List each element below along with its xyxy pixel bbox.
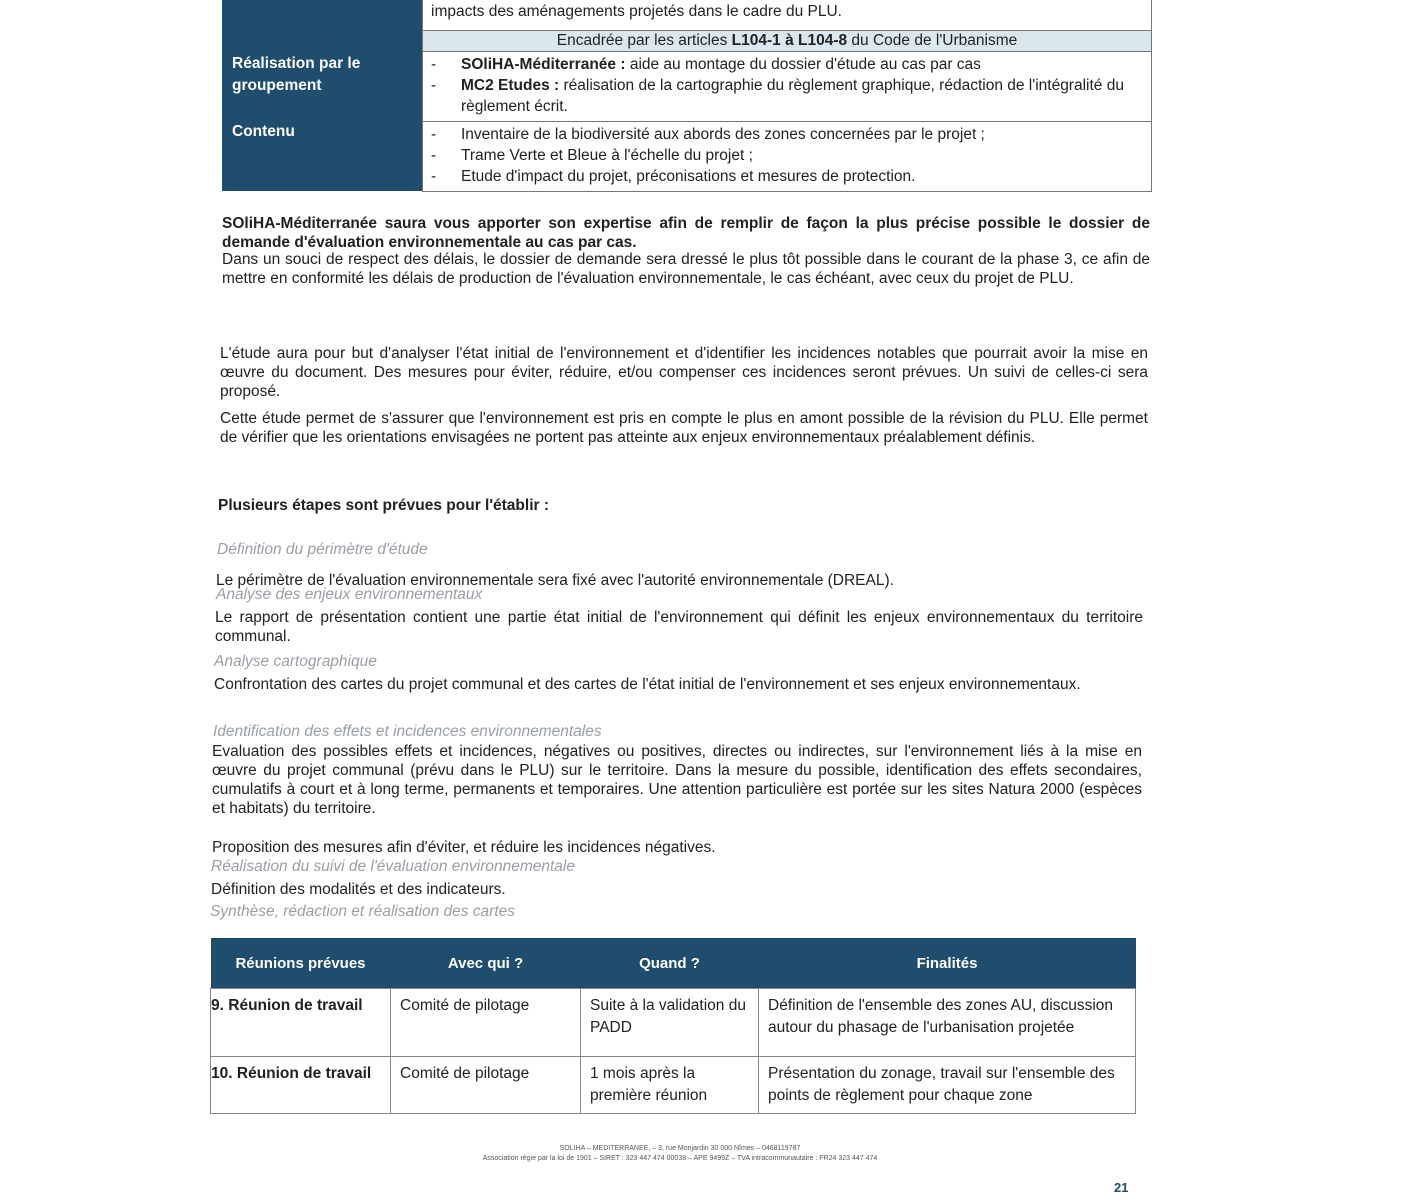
meeting-who: Comité de pilotage bbox=[391, 1057, 581, 1114]
step-text: Evaluation des possibles effets et incidences, négatives ou positives, directes ou indirectes, sur l'environnement liés à la mise en œuvre du projet communal (prévu dans le PLU) sur le territoire. Dans la mesure du possible, identification des effets secondaires, cumulatifs à court et à long terme, permanents et temporaires. Une attention particulière est portée sur les sites Natura 2000 (espèces et habitats) du territoire. bbox=[212, 743, 1142, 817]
list-item: - MC2 Etudes : réalisation de la cartographie du règlement graphique, rédaction de l'intégralité du règlement écrit. bbox=[431, 76, 1124, 115]
list-item: - Trame Verte et Bleue à l'échelle du projet ; bbox=[431, 146, 753, 164]
step-text: Le rapport de présentation contient une partie état initial de l'environnement qui définit les enjeux environnementaux du territoire communal. bbox=[215, 609, 1143, 645]
study-goal-paragraph: L'étude aura pour but d'analyser l'état initial de l'environnement et d'identifier les incidences notables que pourrait avoir la mise en œuvre du document. Des mesures pour éviter, réduire, et/ou compenser ces incidences seront prévues. Un suivi de celles-ci sera proposé. bbox=[220, 345, 1148, 400]
table-row bbox=[211, 1057, 1136, 1114]
intro-line: impacts des aménagements projetés dans le cadre du PLU. bbox=[423, 0, 1152, 30]
list-item: - Inventaire de la biodiversité aux abords des zones concernées par le projet ; bbox=[431, 125, 985, 143]
meeting-when: 1 mois après la première réunion bbox=[581, 1057, 759, 1114]
deadline-paragraph: Dans un souci de respect des délais, le dossier de demande sera dressé le plus tôt possible dans le courant de la phase 3, ce afin de mettre en conformité les délais de production de l'évaluation environnementale, le cas échéant, avec ceux du projet de PLU. bbox=[222, 251, 1150, 287]
step-text: Le périmètre de l'évaluation environnementale sera fixé avec l'autorité environnementale (DREAL). bbox=[216, 572, 894, 589]
step-title: Identification des effets et incidences environnementales bbox=[213, 723, 602, 740]
meeting-name: 10. Réunion de travail bbox=[211, 1057, 391, 1114]
meeting-name: 9. Réunion de travail bbox=[211, 989, 391, 1057]
legal-band: Encadrée par les articles L104-1 à L104-8 du Code de l'Urbanisme bbox=[423, 30, 1152, 51]
column-header: Réunions prévues bbox=[211, 938, 391, 989]
contenu-cell bbox=[423, 121, 1152, 191]
step-title: Réalisation du suivi de l'évaluation environnementale bbox=[211, 858, 575, 875]
column-header: Avec qui ? bbox=[391, 938, 581, 989]
study-scope-paragraph: Cette étude permet de s'assurer que l'environnement est pris en compte le plus en amont possible de la révision du PLU. Elle permet de vérifier que les orientations envisagées ne portent pas atteinte aux enjeux environnementaux préalablement définis. bbox=[220, 410, 1148, 446]
study-info-table bbox=[222, 0, 1152, 192]
meeting-when: Suite à la validation du PADD bbox=[581, 989, 759, 1057]
column-header: Quand ? bbox=[581, 938, 759, 989]
page-number: 21 bbox=[1114, 1180, 1129, 1195]
table-label-blank bbox=[222, 0, 423, 30]
legal-articles: L104-1 à L104-8 bbox=[731, 31, 848, 49]
step-title: Analyse des enjeux environnementaux bbox=[216, 586, 483, 603]
table-header-row bbox=[211, 938, 1136, 989]
column-header: Finalités bbox=[759, 938, 1136, 989]
list-item: - SOliHA-Méditerranée : aide au montage du dossier d'étude au cas par cas bbox=[431, 55, 981, 73]
meeting-who: Comité de pilotage bbox=[391, 989, 581, 1057]
steps-heading: Plusieurs étapes sont prévues pour l'établir : bbox=[218, 497, 550, 514]
footer-address: SOLIHA – MEDITERRANEE, – 3, rue Monjardin 30 000 Nîmes – 0468119787 bbox=[559, 1145, 801, 1152]
meetings-table bbox=[210, 938, 1136, 1114]
page-footer bbox=[360, 1144, 1000, 1164]
table-row bbox=[211, 989, 1136, 1057]
step-text-extra: Proposition des mesures afin d'éviter, et réduire les incidences négatives. bbox=[212, 839, 716, 856]
step-text: Confrontation des cartes du projet communal et des cartes de l'état initial de l'environnement et ses enjeux environnementaux. bbox=[214, 676, 1081, 693]
step-title: Analyse cartographique bbox=[214, 653, 377, 670]
meeting-goal: Présentation du zonage, travail sur l'ensemble des points de règlement pour chaque zone bbox=[759, 1057, 1136, 1114]
meeting-goal: Définition de l'ensemble des zones AU, discussion autour du phasage de l'urbanisation projetée bbox=[759, 989, 1136, 1057]
footer-legal: Association régie par la loi de 1901 – SIRET : 323 447 474 00038 – APE 9499Z – TVA intracommunautaire : FR24 323 447 474 bbox=[482, 1155, 878, 1162]
step-title: Définition du périmètre d'étude bbox=[217, 541, 428, 558]
expertise-paragraph: SOliHA-Méditerranée saura vous apporter son expertise afin de remplir de façon la plus précise possible le dossier de demande d'évaluation environnementale au cas par cas. bbox=[222, 215, 1150, 251]
step-text: Définition des modalités et des indicateurs. bbox=[211, 881, 506, 898]
row-label-realisation: Réalisation par le groupement bbox=[222, 51, 423, 121]
realisation-cell bbox=[423, 51, 1152, 121]
list-item: - Etude d'impact du projet, préconisations et mesures de protection. bbox=[431, 167, 916, 185]
row-label-contenu: Contenu bbox=[222, 121, 423, 191]
step-title: Synthèse, rédaction et réalisation des cartes bbox=[210, 903, 516, 920]
